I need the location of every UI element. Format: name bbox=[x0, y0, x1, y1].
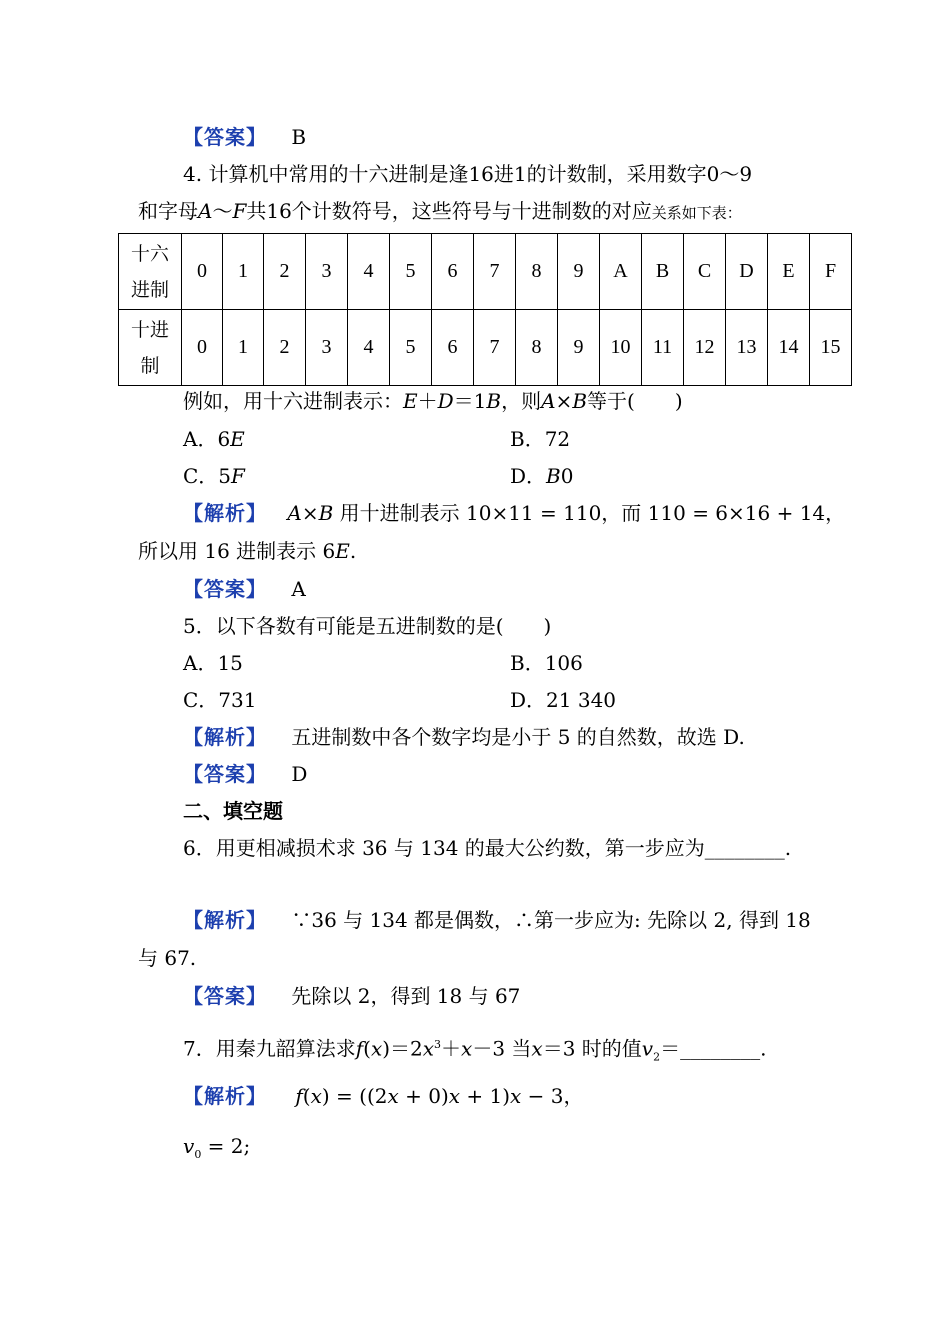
answer-tag: 【答案】 bbox=[183, 984, 267, 1008]
q7-subscript: 0 bbox=[194, 1148, 202, 1161]
table-cell: 3 bbox=[306, 310, 348, 386]
q4-var: A bbox=[541, 389, 556, 413]
answer-tag: 【答案】 bbox=[183, 762, 267, 786]
header-line: 十进 bbox=[130, 318, 169, 341]
q4-example-text: 例如，用十六进制表示： bbox=[183, 389, 403, 413]
q7-var: x bbox=[310, 1084, 322, 1108]
q4-analysis-text: 用十进制表示 10×11 = 110，而 110 = 6×16 + 14， bbox=[339, 501, 846, 525]
q4-var: E bbox=[335, 539, 350, 563]
option-var: B bbox=[546, 464, 561, 488]
table-cell: 3 bbox=[306, 234, 348, 310]
q7-analysis-text: ) = ((2 bbox=[321, 1084, 388, 1108]
q7-analysis-text: ( bbox=[302, 1084, 311, 1108]
q6-answer: 先除以 2，得到 18 与 67 bbox=[291, 984, 521, 1008]
analysis-tag: 【解析】 bbox=[183, 908, 267, 932]
q4-stem-text: 共16个计数符号，这些符号与十进制数的对应 bbox=[246, 199, 652, 223]
q4-example-text: ＋ bbox=[417, 389, 438, 413]
q7-stem-text: －3 当 bbox=[472, 1036, 532, 1061]
q5-option-c: C．731 bbox=[183, 688, 257, 712]
option-label: 0 bbox=[560, 464, 574, 488]
table-cell: D bbox=[726, 234, 768, 310]
q5-option-a: A．15 bbox=[183, 651, 243, 675]
table-cell: 6 bbox=[432, 310, 474, 386]
table-cell: 4 bbox=[348, 310, 390, 386]
row-header-hex bbox=[119, 234, 182, 310]
hex-dec-table bbox=[118, 233, 852, 386]
answer-tag: 【答案】 bbox=[183, 577, 267, 601]
q7-var: f bbox=[355, 1036, 364, 1061]
q4-var: D bbox=[437, 389, 454, 413]
q7-stem-text: )＝2 bbox=[382, 1036, 423, 1061]
table-cell: 10 bbox=[600, 310, 642, 386]
q4-example-line bbox=[183, 387, 683, 415]
q4-analysis-line1 bbox=[183, 499, 845, 527]
table-cell: B bbox=[642, 234, 684, 310]
option-var: E bbox=[230, 427, 245, 451]
row-header-dec bbox=[119, 310, 182, 386]
table-cell: 8 bbox=[516, 310, 558, 386]
q7-exponent: 3 bbox=[434, 1038, 442, 1051]
table-cell: 11 bbox=[642, 310, 684, 386]
q7-analysis-text: + 1) bbox=[460, 1084, 511, 1108]
q4-answer-line bbox=[183, 575, 306, 603]
table-cell: 14 bbox=[768, 310, 810, 386]
q4-analysis-text: 所以用 16 进制表示 6 bbox=[138, 539, 336, 563]
q4-analysis-line2 bbox=[138, 537, 356, 565]
table-cell: 7 bbox=[474, 234, 516, 310]
q4-var: B bbox=[318, 501, 334, 525]
table-cell: 5 bbox=[390, 234, 432, 310]
table-cell: E bbox=[768, 234, 810, 310]
table-cell: 9 bbox=[558, 234, 600, 310]
section-title: 二、填空题 bbox=[183, 799, 283, 823]
option-label: C．5 bbox=[183, 464, 232, 488]
option-label: D． bbox=[510, 464, 547, 488]
q4-stem-small-text: 关系如下表： bbox=[651, 204, 742, 222]
q7-stem-text: ＝________. bbox=[660, 1036, 767, 1061]
q7-var: v bbox=[641, 1036, 654, 1061]
q6-analysis-line1 bbox=[183, 906, 811, 934]
q4-stem-var: A bbox=[198, 199, 213, 223]
table-row-dec bbox=[119, 310, 852, 386]
q7-var: v bbox=[183, 1134, 195, 1158]
table-cell: 6 bbox=[432, 234, 474, 310]
answer-tag: 【答案】 bbox=[183, 125, 267, 149]
q7-analysis-line bbox=[183, 1082, 584, 1110]
q3-answer: B bbox=[291, 125, 307, 149]
q4-var: B bbox=[572, 389, 588, 413]
q4-var: A bbox=[287, 501, 302, 525]
q5-option-d: D．21 340 bbox=[510, 688, 617, 712]
q4-example-text: 等于( ) bbox=[587, 389, 683, 413]
q7-stem bbox=[183, 1031, 766, 1072]
q4-option-c bbox=[183, 462, 245, 490]
table-cell: 12 bbox=[684, 310, 726, 386]
q4-analysis-text: × bbox=[301, 501, 319, 525]
q4-answer: A bbox=[291, 577, 306, 601]
q7-var: x bbox=[448, 1084, 461, 1108]
q6-answer-line bbox=[183, 982, 520, 1010]
q5-answer: D bbox=[291, 762, 308, 786]
table-cell: 2 bbox=[264, 234, 306, 310]
q7-var: x bbox=[531, 1036, 543, 1061]
q7-v0-line bbox=[183, 1132, 250, 1169]
header-line: 制 bbox=[140, 354, 160, 377]
table-cell: 7 bbox=[474, 310, 516, 386]
q4-stem-var: F bbox=[232, 199, 247, 223]
q4-example-text: ，则 bbox=[501, 389, 542, 413]
table-cell: 2 bbox=[264, 310, 306, 386]
q4-analysis-text: . bbox=[349, 539, 357, 563]
analysis-tag: 【解析】 bbox=[183, 725, 267, 749]
table-cell: 1 bbox=[223, 234, 264, 310]
table-cell: A bbox=[600, 234, 642, 310]
q4-option-b: B．72 bbox=[510, 427, 571, 451]
option-var: F bbox=[231, 464, 245, 488]
q6-stem: 6．用更相减损术求 36 与 134 的最大公约数，第一步应为________. bbox=[183, 836, 792, 860]
q7-var: x bbox=[510, 1084, 522, 1108]
header-line: 进制 bbox=[130, 278, 169, 301]
q5-analysis-line bbox=[183, 723, 745, 751]
q4-var: B bbox=[486, 389, 502, 413]
q7-stem-text: ＝3 时的值 bbox=[542, 1036, 642, 1061]
analysis-tag: 【解析】 bbox=[183, 1084, 267, 1108]
q4-stem-line2 bbox=[138, 197, 742, 227]
q4-option-d bbox=[510, 462, 573, 490]
header-line: 十六 bbox=[130, 242, 169, 265]
table-cell: 9 bbox=[558, 310, 600, 386]
q7-subscript: 2 bbox=[653, 1050, 661, 1064]
q4-stem-text: ～ bbox=[212, 199, 233, 223]
table-row-hex bbox=[119, 234, 852, 310]
table-cell: 15 bbox=[810, 310, 852, 386]
q6-analysis-line2: 与 67. bbox=[138, 946, 197, 970]
q4-var: E bbox=[403, 389, 418, 413]
q5-stem: 5．以下各数有可能是五进制数的是( ) bbox=[183, 614, 552, 638]
q6-analysis-text: ∵36 与 134 都是偶数，∴第一步应为: 先除以 2, 得到 18 bbox=[291, 908, 811, 932]
q7-v0-text: = 2; bbox=[201, 1134, 251, 1158]
option-label: A．6 bbox=[183, 427, 231, 451]
analysis-tag: 【解析】 bbox=[183, 501, 267, 525]
q5-answer-line bbox=[183, 760, 307, 788]
q7-stem-text: ＋ bbox=[441, 1036, 462, 1061]
q7-var: x bbox=[387, 1084, 399, 1108]
q7-var: x bbox=[422, 1036, 435, 1061]
q5-option-b: B．106 bbox=[510, 651, 583, 675]
table-cell: 4 bbox=[348, 234, 390, 310]
q7-stem-text: 7．用秦九韶算法求 bbox=[183, 1036, 356, 1061]
q7-var: f bbox=[295, 1084, 303, 1108]
q7-var: x bbox=[370, 1036, 383, 1061]
table-cell: F bbox=[810, 234, 852, 310]
q7-analysis-text: − 3， bbox=[521, 1084, 584, 1108]
q7-var: x bbox=[461, 1036, 473, 1061]
table-cell: 5 bbox=[390, 310, 432, 386]
table-cell: 1 bbox=[223, 310, 264, 386]
q3-answer-line bbox=[183, 123, 306, 151]
q4-option-a bbox=[183, 425, 245, 453]
q5-analysis-text: 五进制数中各个数字均是小于 5 的自然数，故选 D. bbox=[291, 725, 745, 749]
q4-example-text: ＝1 bbox=[453, 389, 487, 413]
table-cell: 0 bbox=[182, 310, 223, 386]
table-cell: 8 bbox=[516, 234, 558, 310]
q7-analysis-text: + 0) bbox=[398, 1084, 449, 1108]
table-cell: 0 bbox=[182, 234, 223, 310]
q7-stem-text: ( bbox=[363, 1036, 371, 1061]
table-cell: C bbox=[684, 234, 726, 310]
q4-stem-text: 和字母 bbox=[138, 199, 198, 223]
q4-example-text: × bbox=[555, 389, 573, 413]
q4-stem-line1: 4. 计算机中常用的十六进制是逢16进1的计数制，采用数字0～9 bbox=[183, 162, 753, 186]
table-cell: 13 bbox=[726, 310, 768, 386]
